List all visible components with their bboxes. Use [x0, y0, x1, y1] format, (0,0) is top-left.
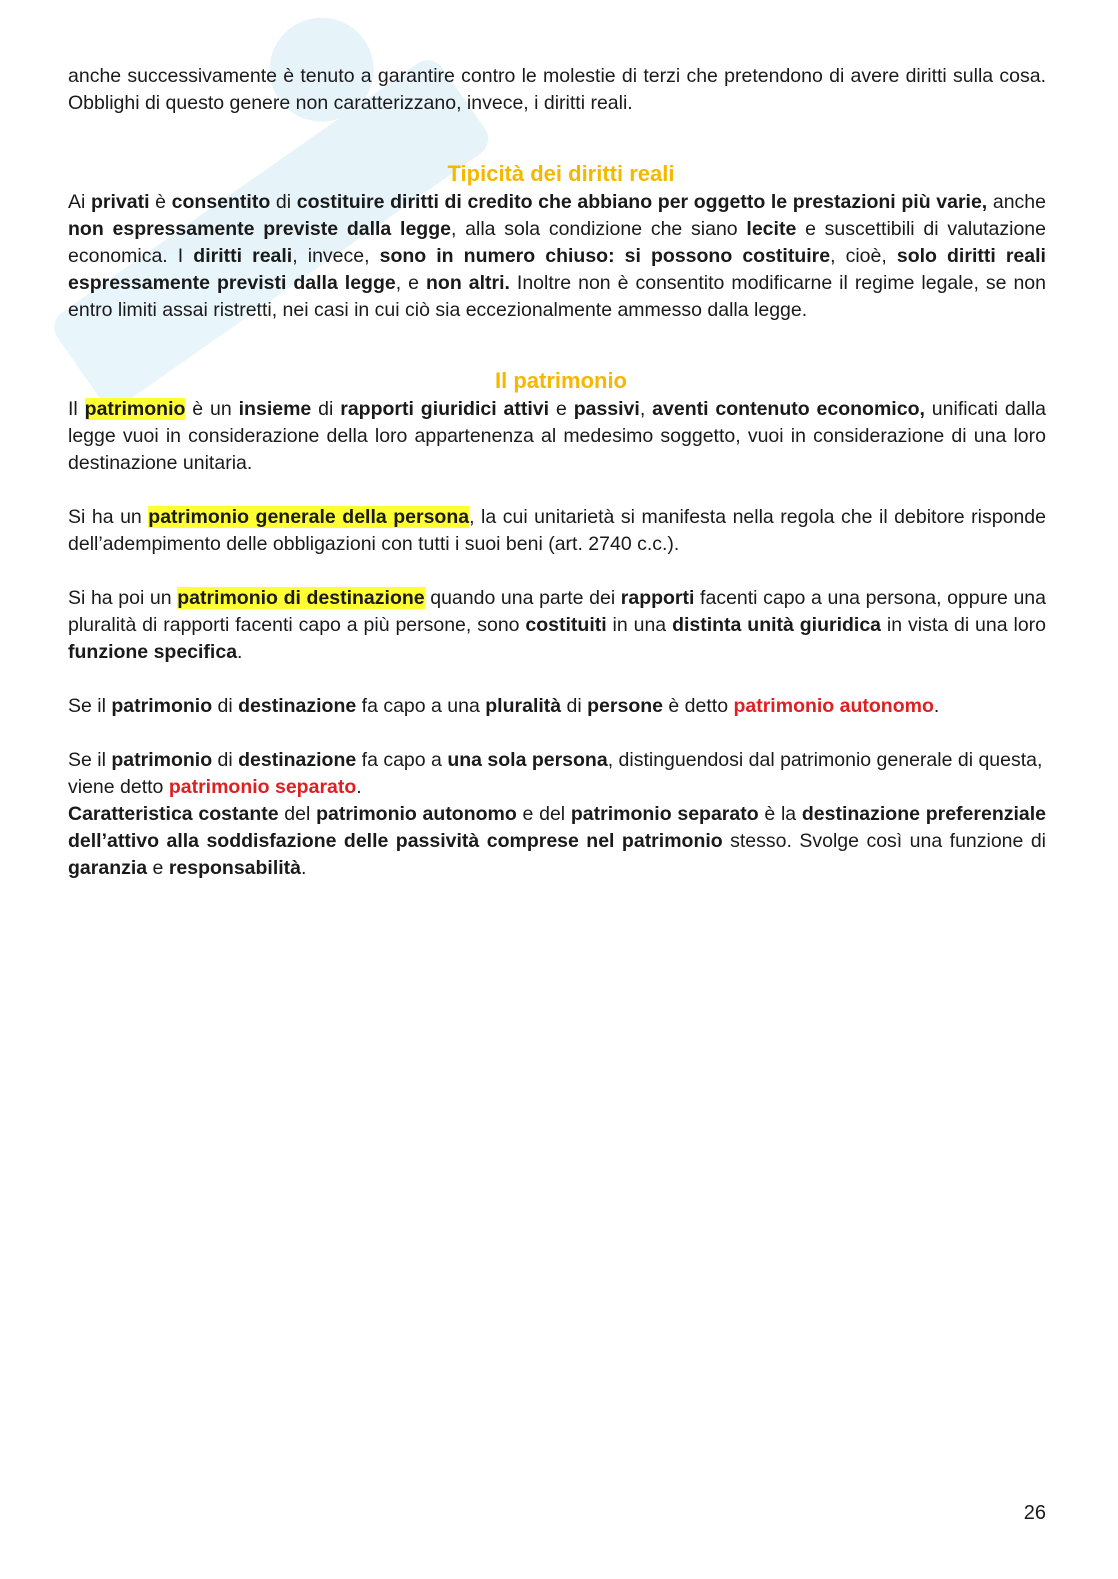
patrimonio-definition-paragraph [68, 396, 1046, 477]
text-run: aventi contenuto economico, [652, 398, 925, 420]
text-run: consentito [171, 191, 271, 213]
tipicita-paragraph [68, 189, 1046, 324]
text-run: di [311, 398, 341, 420]
text-run: costituire diritti di credito che abbiano per oggetto le prestazioni più varie, [296, 191, 988, 213]
text-run: di [212, 749, 239, 771]
text-run: patrimonio [111, 749, 213, 771]
text-run: non altri. [426, 272, 510, 294]
text-run: patrimonio autonomo [316, 803, 517, 825]
text-run: unificati dalla legge vuoi in considerazione della loro appartenenza al medesimo soggetto, vuoi in considerazione di una loro destinazione unitaria. [68, 398, 1047, 474]
text-run: patrimonio generale della persona [148, 506, 470, 528]
text-run: e [147, 857, 169, 879]
text-run: garanzia [68, 857, 148, 879]
text-run: di [561, 695, 588, 717]
section-heading-patrimonio: Il patrimonio [495, 368, 627, 393]
text-run: anche successivamente è tenuto a garantire contro le molestie di terzi che pretendono di avere diritti sulla cosa. Obblighi di questo genere non caratterizzano, invece, i diritti reali. [68, 65, 1046, 114]
text-run: di [270, 191, 297, 213]
text-run: è [149, 191, 172, 213]
caratteristica-paragraph [68, 801, 1046, 882]
text-run: patrimonio separato [168, 776, 357, 798]
text-run: . [933, 695, 940, 717]
text-run: passivi [573, 398, 640, 420]
text-run: in vista di una loro [881, 614, 1046, 636]
text-run: non espressamente previste dalla legge [68, 218, 451, 240]
text-run: costituiti [525, 614, 607, 636]
text-run: lecite [746, 218, 797, 240]
text-run: Se il [68, 749, 112, 771]
text-run: stesso. Svolge così una funzione di [722, 830, 1047, 852]
text-run: patrimonio autonomo [733, 695, 934, 717]
text-run: patrimonio [84, 398, 186, 420]
text-run: . [356, 776, 362, 798]
patrimonio-autonomo-paragraph [68, 693, 1046, 720]
text-run: destinazione [238, 695, 357, 717]
text-run: persone [587, 695, 663, 717]
patrimonio-generale-paragraph [68, 504, 1046, 558]
text-run: responsabilità [168, 857, 302, 879]
text-run: è detto [663, 695, 734, 717]
text-run: . [301, 857, 307, 879]
text-run: , [639, 398, 653, 420]
text-run: e suscettibili di valutazione economica. I [68, 218, 1046, 267]
text-run: diritti reali [193, 245, 293, 267]
text-run: patrimonio separato [570, 803, 759, 825]
text-run: Il [68, 398, 85, 420]
text-run: distinta unità giuridica [672, 614, 882, 636]
text-run: una sola persona [447, 749, 608, 771]
text-run: fa capo a una [356, 695, 486, 717]
text-run: rapporti giuridici attivi [340, 398, 550, 420]
text-run: , cioè, [830, 245, 897, 267]
patrimonio-destinazione-paragraph [68, 585, 1046, 666]
text-run: funzione specifica [68, 641, 238, 663]
text-run: , alla sola condizione che siano [450, 218, 747, 240]
text-run: sono in numero chiuso: si possono costituire [379, 245, 831, 267]
text-run: è la [758, 803, 802, 825]
text-run: , la cui unitarietà si manifesta nella regola che il debitore risponde dell’adempimento delle obbligazioni con tutti i suoi beni (art. 2740 c.c.). [68, 506, 1046, 555]
patrimonio-separato-paragraph [68, 747, 1046, 801]
text-run: destinazione [238, 749, 357, 771]
text-run: pluralità [485, 695, 562, 717]
page-number: 26 [1023, 1502, 1046, 1524]
text-run: in una [606, 614, 673, 636]
text-run: rapporti [620, 587, 695, 609]
text-run: Si ha poi un [68, 587, 178, 609]
section-heading-tipicita: Tipicità dei diritti reali [447, 161, 675, 186]
document-body [68, 63, 1046, 882]
text-run: quando una parte dei [424, 587, 621, 609]
text-run: , e [395, 272, 426, 294]
text-run: e del [516, 803, 571, 825]
text-run: solo diritti reali espressamente previsti dalla legge [68, 245, 1046, 294]
text-run: del [278, 803, 317, 825]
text-run: destinazione preferenziale dell’attivo alla soddisfazione delle passività comprese nel patrimonio [68, 803, 1047, 852]
text-run: privati [90, 191, 150, 213]
text-run: patrimonio [111, 695, 213, 717]
text-run: Ai [68, 191, 91, 213]
text-run: insieme [238, 398, 312, 420]
text-run: . [237, 641, 243, 663]
text-run: patrimonio di destinazione [177, 587, 425, 609]
text-run: di [212, 695, 239, 717]
text-run: Se il [68, 695, 112, 717]
text-run: , distinguendosi dal patrimonio generale di questa, viene detto [68, 749, 1043, 798]
text-run: fa capo a [356, 749, 448, 771]
text-run: Si ha un [68, 506, 149, 528]
intro-paragraph [68, 63, 1046, 117]
text-run: anche [987, 191, 1046, 213]
text-run: facenti capo a una persona, oppure una pluralità di rapporti facenti capo a più persone, sono [68, 587, 1046, 636]
text-run: è un [185, 398, 239, 420]
text-run: Inoltre non è consentito modificarne il regime legale, se non entro limiti assai ristretti, nei casi in cui ciò sia eccezionalmente ammesso dalla legge. [68, 272, 1046, 321]
text-run: e [549, 398, 574, 420]
text-run: , invece, [292, 245, 380, 267]
text-run: Caratteristica costante [68, 803, 279, 825]
